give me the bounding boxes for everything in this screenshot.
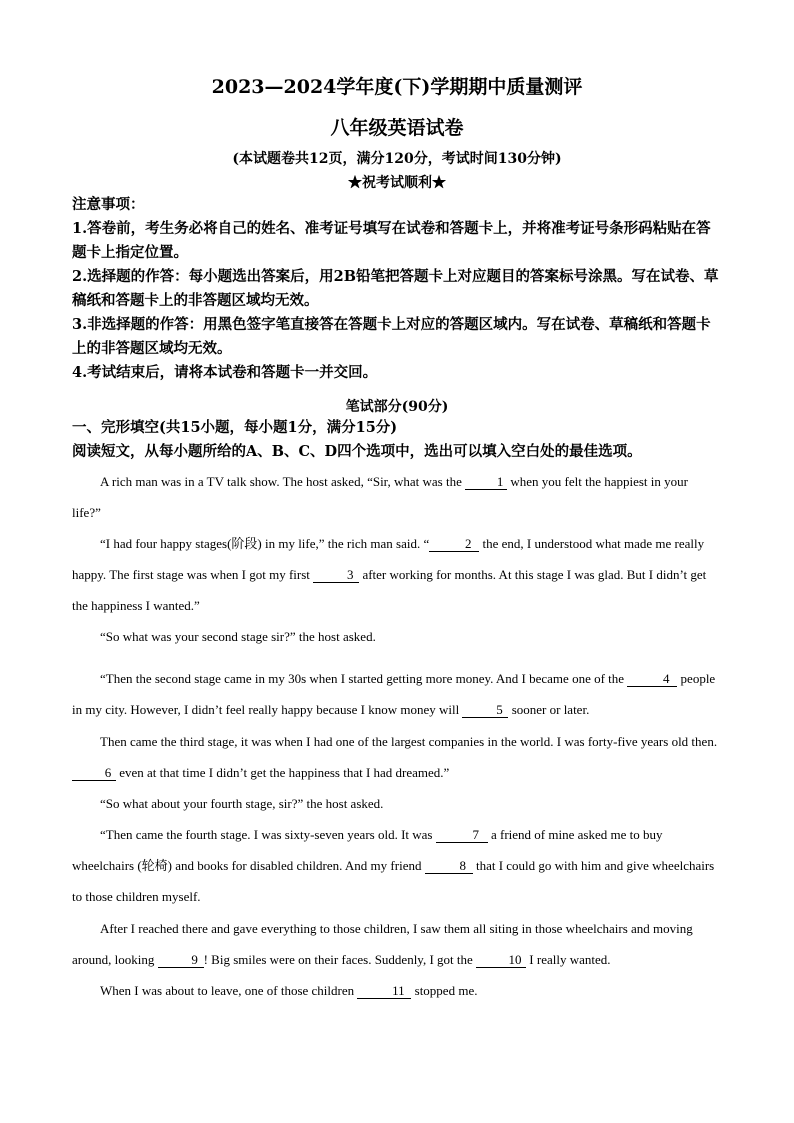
note-item-4: 4.考试结束后，请将本试卷和答题卡一并交回。 <box>72 364 378 381</box>
blank-2: 2 <box>429 537 479 552</box>
exam-subtitle: 八年级英语试卷 <box>330 117 464 139</box>
passage-paragraph-8: After I reached there and gave everything to those children, I saw them all siting in those wheelchairs and moving around, looking 9 ! Big smiles were on their faces. Suddenly, I got the 10 I really wanted. <box>72 921 693 967</box>
passage-paragraph-5: Then came the third stage, it was when I had one of the largest companies in the world. I was forty-five years old then. 6 even at that time I didn’t get the happiness that I had dreamed.” <box>72 726 720 788</box>
blank-10: 10 <box>476 953 526 968</box>
blank-7: 7 <box>436 828 488 843</box>
passage-paragraph-7: “Then came the fourth stage. I was sixty-seven years old. It was 7 a friend of mine asked me to buy wheelchairs (轮椅) and books for disabled children. And my friend 8 that I could go with him and give wheelchairs to those children myself. <box>72 827 715 904</box>
blank-3: 3 <box>313 568 359 583</box>
part-instruction: 阅读短文，从每小题所给的A、B、C、D四个选项中，选出可以填入空白处的最佳选项。 <box>72 443 642 460</box>
blank-4: 4 <box>627 672 677 687</box>
exam-info: (本试题卷共12页，满分120分，考试时间130分钟) <box>232 151 562 167</box>
passage-paragraph-2: “I had four happy stages(阶段) in my life,” the rich man said. “ 2 the end, I understood what made me really happy. The first stage was when I got my first 3 after working for months. At this stage I was glad. But I didn’t get the happiness I wanted.” <box>72 536 707 613</box>
note-item-2: 2.选择题的作答：每小题选出答案后，用2B铅笔把答题卡上对应题目的答案标号涂黑。写在试卷、草稿纸和答题卡上的非答题区域均无效。 <box>72 268 719 309</box>
blank-9: 9 <box>158 953 204 968</box>
note-item-3: 3.非选择题的作答：用黑色签字笔直接答在答题卡上对应的答题区域内。写在试卷、草稿纸和答题卡上的非答题区域均无效。 <box>72 316 711 357</box>
blank-6: 6 <box>72 766 116 781</box>
section-title: 笔试部分(90分) <box>345 399 449 415</box>
good-luck-line: ★祝考试顺利★ <box>348 175 446 191</box>
note-item-1: 1.答卷前，考生务必将自己的姓名、准考证号填写在试卷和答题卡上，并将准考证号条形码粘贴在答题卡上指定位置。 <box>72 220 711 261</box>
exam-title: 2023—2024学年度(下)学期期中质量测评 <box>211 76 583 98</box>
notes-section <box>72 193 722 385</box>
blank-1: 1 <box>465 475 507 490</box>
passage-paragraph-4: “Then the second stage came in my 30s when I started getting more money. And I became one of the 4 people in my city. However, I didn’t feel really happy because I know money will 5 sooner or later. <box>72 671 716 717</box>
passage-paragraph-1: A rich man was in a TV talk show. The host asked, “Sir, what was the 1 when you felt the happiest in your life?” <box>72 474 688 520</box>
part-heading-block <box>72 416 722 464</box>
blank-8: 8 <box>425 859 473 874</box>
passage-paragraph-3: “So what was your second stage sir?” the host asked. <box>100 629 376 644</box>
blank-5: 5 <box>462 703 508 718</box>
part-heading: 一、完形填空(共15小题，每小题1分，满分15分) <box>72 419 398 436</box>
passage-paragraph-9: When I was about to leave, one of those children 11 stopped me. <box>100 983 478 998</box>
blank-11: 11 <box>357 984 411 999</box>
passage-paragraph-6: “So what about your fourth stage, sir?” the host asked. <box>100 796 384 811</box>
notes-heading: 注意事项： <box>72 196 145 213</box>
